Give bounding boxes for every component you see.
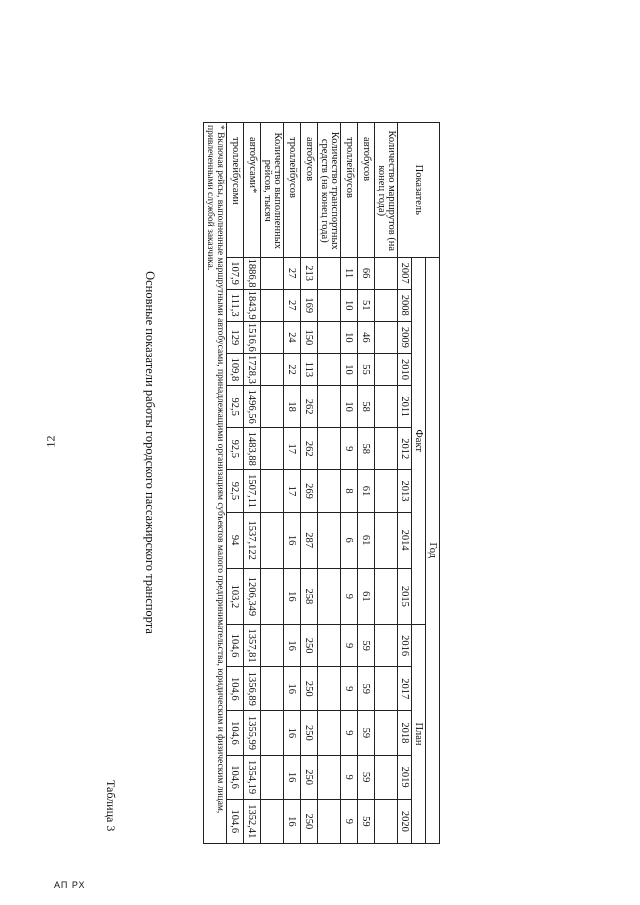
value-cell: 9: [341, 568, 358, 624]
row-label: Количество выполненных рейсов, тысяч: [261, 123, 284, 258]
value-cell: 104,6: [227, 755, 244, 799]
value-cell: 16: [284, 667, 301, 711]
value-cell: [318, 289, 341, 321]
value-cell: [318, 568, 341, 624]
value-cell: [318, 711, 341, 755]
year-cell: 2009: [398, 321, 412, 353]
value-cell: 94: [227, 512, 244, 568]
value-cell: 9: [341, 755, 358, 799]
value-cell: 1886,8: [244, 257, 261, 289]
value-cell: 10: [341, 353, 358, 385]
row-label: автобусов: [301, 123, 318, 258]
value-cell: 18: [284, 386, 301, 428]
value-cell: 107,9: [227, 257, 244, 289]
value-cell: 262: [301, 386, 318, 428]
value-cell: [261, 512, 284, 568]
value-cell: 269: [301, 470, 318, 512]
value-cell: [318, 470, 341, 512]
value-cell: 109,8: [227, 353, 244, 385]
page-number: 12: [43, 435, 58, 448]
value-cell: 59: [358, 755, 375, 799]
value-cell: [318, 625, 341, 667]
value-cell: 61: [358, 568, 375, 624]
value-cell: 104,6: [227, 625, 244, 667]
footnote-row: [204, 123, 227, 844]
table-row: [284, 123, 301, 844]
indicator-header: Показатель: [398, 123, 440, 258]
table-body: [204, 123, 398, 844]
value-cell: 9: [341, 428, 358, 470]
value-cell: 113: [301, 353, 318, 385]
plan-header: План: [412, 625, 426, 844]
value-cell: 8: [341, 470, 358, 512]
year-header: Год: [426, 257, 440, 843]
value-cell: [375, 257, 398, 289]
value-cell: 213: [301, 257, 318, 289]
fact-header: Факт: [412, 257, 426, 624]
year-cell: 2019: [398, 755, 412, 799]
table-row: [301, 123, 318, 844]
value-cell: 24: [284, 321, 301, 353]
value-cell: 6: [341, 512, 358, 568]
value-cell: 1843,9: [244, 289, 261, 321]
value-cell: 169: [301, 289, 318, 321]
year-cell: 2015: [398, 568, 412, 624]
year-cell: 2013: [398, 470, 412, 512]
value-cell: [318, 799, 341, 843]
value-cell: 1483,88: [244, 428, 261, 470]
value-cell: [261, 353, 284, 385]
value-cell: 262: [301, 428, 318, 470]
value-cell: 16: [284, 625, 301, 667]
value-cell: 27: [284, 289, 301, 321]
value-cell: 9: [341, 625, 358, 667]
value-cell: 1206,349: [244, 568, 261, 624]
row-label: Количество транспортных средств (на конец года): [318, 123, 341, 258]
value-cell: [318, 321, 341, 353]
value-cell: 46: [358, 321, 375, 353]
value-cell: 250: [301, 799, 318, 843]
value-cell: [261, 711, 284, 755]
value-cell: [375, 512, 398, 568]
value-cell: 287: [301, 512, 318, 568]
value-cell: 9: [341, 711, 358, 755]
year-cell: 2010: [398, 353, 412, 385]
value-cell: 22: [284, 353, 301, 385]
value-cell: [261, 321, 284, 353]
value-cell: 250: [301, 667, 318, 711]
value-cell: [261, 428, 284, 470]
value-cell: [375, 289, 398, 321]
value-cell: 92,5: [227, 386, 244, 428]
value-cell: [261, 257, 284, 289]
value-cell: [375, 711, 398, 755]
table-row: [318, 123, 341, 844]
value-cell: 58: [358, 428, 375, 470]
value-cell: 104,6: [227, 711, 244, 755]
value-cell: 59: [358, 625, 375, 667]
value-cell: 1354,19: [244, 755, 261, 799]
value-cell: [261, 386, 284, 428]
row-label: автобусов: [358, 123, 375, 258]
value-cell: 258: [301, 568, 318, 624]
value-cell: 27: [284, 257, 301, 289]
value-cell: 9: [341, 667, 358, 711]
row-label: автобусами*: [244, 123, 261, 258]
value-cell: 103,2: [227, 568, 244, 624]
value-cell: [318, 353, 341, 385]
value-cell: [318, 755, 341, 799]
value-cell: 55: [358, 353, 375, 385]
footnote: * Включая рейсы, выполненные маршрутными автобусами, принадлежащими организациям субъектов малого предпринимательства, юридическим и физическим лицам, привлеченными службой заказчика.: [204, 123, 227, 844]
year-cell: 2016: [398, 625, 412, 667]
footer-mark: АП РХ: [54, 880, 86, 890]
value-cell: [318, 386, 341, 428]
value-cell: [375, 321, 398, 353]
value-cell: 59: [358, 799, 375, 843]
value-cell: 250: [301, 755, 318, 799]
row-label: троллейбусами: [227, 123, 244, 258]
value-cell: 1537,122: [244, 512, 261, 568]
value-cell: 1352,41: [244, 799, 261, 843]
value-cell: 10: [341, 321, 358, 353]
indicators-table: [203, 122, 440, 844]
table-row: [341, 123, 358, 844]
table-row: [244, 123, 261, 844]
value-cell: 10: [341, 289, 358, 321]
value-cell: 9: [341, 799, 358, 843]
value-cell: [261, 799, 284, 843]
value-cell: 129: [227, 321, 244, 353]
value-cell: 16: [284, 568, 301, 624]
value-cell: 104,6: [227, 799, 244, 843]
value-cell: [375, 667, 398, 711]
value-cell: [261, 667, 284, 711]
year-cell: 2008: [398, 289, 412, 321]
value-cell: [375, 625, 398, 667]
value-cell: 61: [358, 512, 375, 568]
table-label: Таблица 3: [104, 780, 118, 832]
value-cell: 17: [284, 428, 301, 470]
year-cell: 2020: [398, 799, 412, 843]
value-cell: 16: [284, 512, 301, 568]
value-cell: [261, 289, 284, 321]
value-cell: 16: [284, 799, 301, 843]
value-cell: 66: [358, 257, 375, 289]
value-cell: [261, 625, 284, 667]
value-cell: 92,5: [227, 428, 244, 470]
year-cell: 2014: [398, 512, 412, 568]
value-cell: 1507,11: [244, 470, 261, 512]
value-cell: [261, 568, 284, 624]
value-cell: 111,3: [227, 289, 244, 321]
value-cell: 92,5: [227, 470, 244, 512]
value-cell: 1355,99: [244, 711, 261, 755]
value-cell: 58: [358, 386, 375, 428]
value-cell: [375, 568, 398, 624]
table-row: [261, 123, 284, 844]
value-cell: 1728,3: [244, 353, 261, 385]
table-row: [375, 123, 398, 844]
value-cell: 250: [301, 625, 318, 667]
value-cell: [261, 470, 284, 512]
value-cell: 59: [358, 711, 375, 755]
table-row: [358, 123, 375, 844]
value-cell: 1516,6: [244, 321, 261, 353]
value-cell: [375, 799, 398, 843]
year-cell: 2017: [398, 667, 412, 711]
value-cell: [375, 755, 398, 799]
value-cell: 51: [358, 289, 375, 321]
value-cell: [375, 386, 398, 428]
indicators-table-wrapper: [203, 122, 440, 844]
row-label: Количество маршрутов (на конец года): [375, 123, 398, 258]
value-cell: 1496,56: [244, 386, 261, 428]
value-cell: 11: [341, 257, 358, 289]
value-cell: 250: [301, 711, 318, 755]
value-cell: [318, 667, 341, 711]
year-cell: 2011: [398, 386, 412, 428]
value-cell: 104,6: [227, 667, 244, 711]
value-cell: [375, 428, 398, 470]
value-cell: 1356,89: [244, 667, 261, 711]
value-cell: 61: [358, 470, 375, 512]
value-cell: [318, 512, 341, 568]
value-cell: [375, 470, 398, 512]
year-cell: 2018: [398, 711, 412, 755]
year-cell: 2012: [398, 428, 412, 470]
value-cell: 150: [301, 321, 318, 353]
value-cell: 17: [284, 470, 301, 512]
value-cell: [318, 257, 341, 289]
value-cell: 10: [341, 386, 358, 428]
value-cell: [318, 428, 341, 470]
year-cell: 2007: [398, 257, 412, 289]
value-cell: [375, 353, 398, 385]
value-cell: 16: [284, 755, 301, 799]
value-cell: 16: [284, 711, 301, 755]
value-cell: 59: [358, 667, 375, 711]
value-cell: [261, 755, 284, 799]
table-row: [227, 123, 244, 844]
row-label: троллейбусов: [284, 123, 301, 258]
document-title: Основные показатели работы городского пассажирского транспорта: [143, 271, 157, 634]
value-cell: 1357,81: [244, 625, 261, 667]
row-label: троллейбусов: [341, 123, 358, 258]
